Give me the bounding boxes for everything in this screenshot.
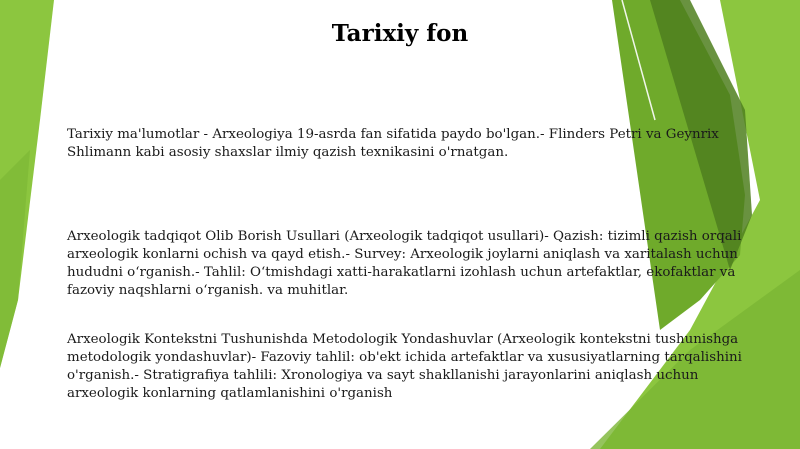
slide-title: Tarixiy fon: [331, 20, 469, 47]
paragraph-historical-info: Tarixiy ma'lumotlar - Arxeologiya 19-asrda fan sifatida paydo bo'lgan.- Flinders Petri va Geynrix Shlimann kabi asosiy shaxslar ilmiy qazish texnikasini o'rnatgan.: [67, 127, 719, 160]
left-green-shade: [0, 150, 30, 368]
paragraph-research-methods: Arxeologik tadqiqot Olib Borish Usullari (Arxeologik tadqiqot usullari)- Qazish: tizimli qazish orqali arxeologik konlarni ochish va qayd etish.- Survey: Arxeologik joylarni aniqlash va xaritalash uchun hududni o‘rganish.- Tahlil: O‘tmishdagi xatti-harakatlarni izohlash uchun artefaktlar, ekofaktlar va fazoviy naqshlarni o‘rganish. va muhitlar.: [67, 229, 742, 298]
paragraph-methodological-approaches: Arxeologik Kontekstni Tushunishda Metodologik Yondashuvlar (Arxeologik kontekstni tushunishga metodologik yondashuvlar)- Fazoviy tahlil: ob'ekt ichida artefaktlar va xususiyatlarning tarqalishini o'rganish.- Stratigrafiya tahlili: Xronologiya va sayt shakllanishi jarayonlarini aniqlash uchun arxeologik konlarning qatlamlanishini o'rganish: [67, 332, 742, 401]
